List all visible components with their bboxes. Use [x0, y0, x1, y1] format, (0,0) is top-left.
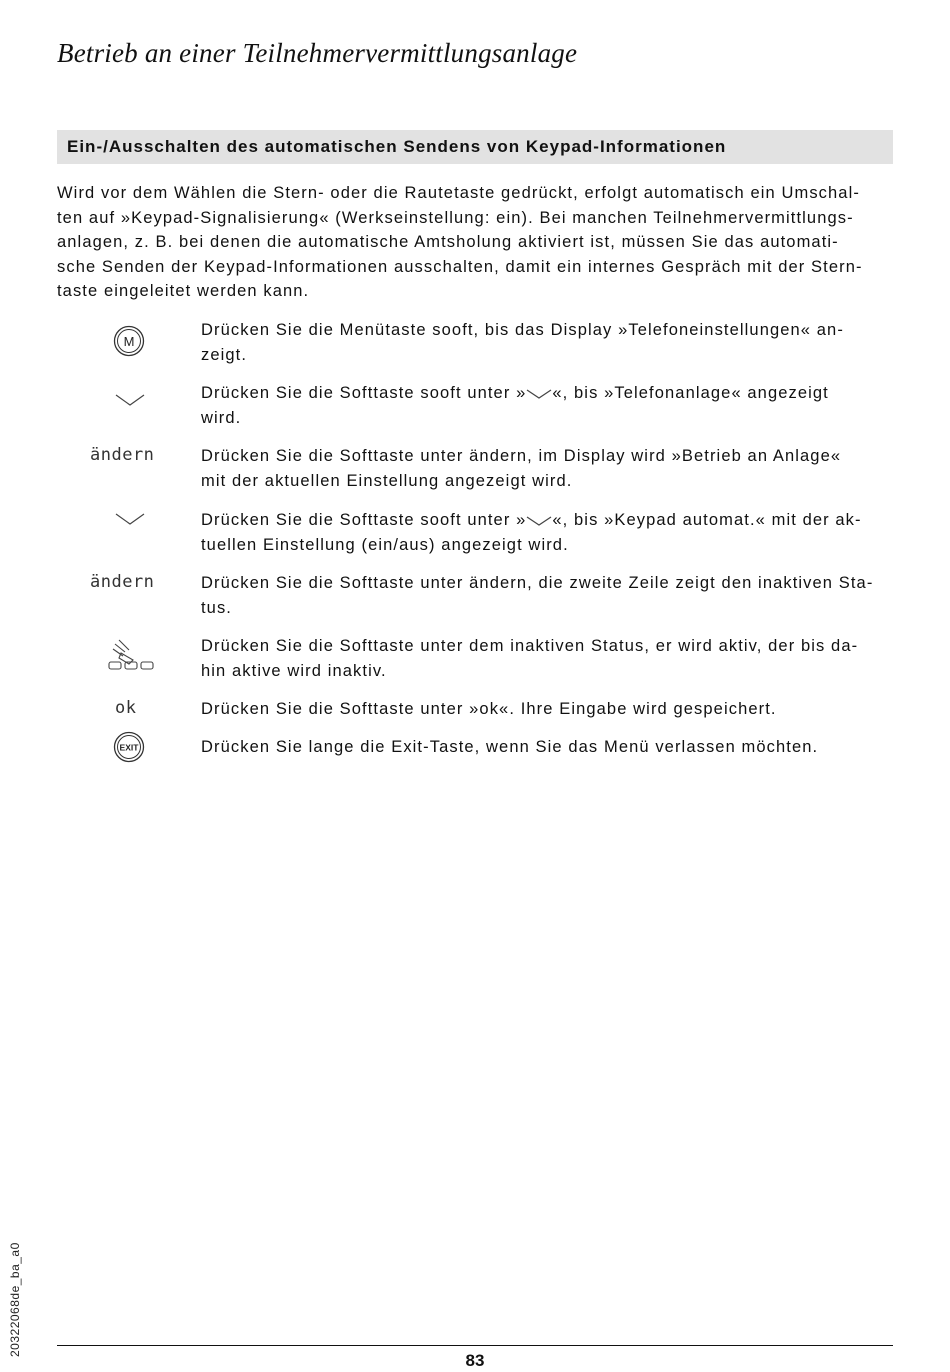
page-number: 83 [465, 1351, 485, 1370]
intro-line: Wird vor dem Wählen die Stern- oder die Rautetaste gedrückt, erfolgt automatisch ein Umschal- [57, 184, 860, 202]
step-text: Drücken Sie die Softtaste sooft unter » [201, 511, 527, 529]
intro-line: anlagen, z. B. bei denen die automatische Amtsholung aktiviert ist, müssen Sie das automati- [57, 233, 839, 251]
exit-key-icon [113, 731, 145, 763]
chevron-down-icon [526, 388, 552, 400]
step-2 [201, 381, 893, 430]
document-code: 20322068de_ba_a0 [8, 1242, 22, 1357]
step-text: zeigt. [201, 345, 248, 364]
menu-key-label: M [123, 334, 135, 349]
step-8 [201, 735, 893, 760]
softkey-andern-label: ändern [90, 572, 155, 592]
exit-key-label: EXIT [119, 742, 139, 753]
step-text: Drücken Sie die Softtaste unter ändern, die zweite Zeile zeigt den inaktiven Sta- [201, 574, 874, 592]
step-text: wird. [201, 408, 242, 427]
chevron-down-softkey-icon [115, 393, 145, 407]
chapter-title: Betrieb an einer Teilnehmervermittlungsanlage [57, 38, 578, 68]
step-7 [201, 697, 893, 722]
intro-line: taste eingeleitet werden kann. [57, 282, 310, 300]
section-title: Ein-/Ausschalten des automatischen Sendens von Keypad-Informationen [67, 137, 727, 156]
step-4 [201, 508, 893, 557]
intro-line: ten auf »Keypad-Signalisierung« (Werkseinstellung: ein). Bei manchen Teilnehmervermittlungs- [57, 208, 854, 227]
softkey-press-icon [107, 638, 155, 672]
softkey-ok-label: ok [115, 698, 137, 718]
chevron-down-softkey-icon [115, 512, 145, 526]
step-text: tuellen Einstellung (ein/aus) angezeigt wird. [201, 535, 569, 554]
section-heading-bar [57, 130, 893, 164]
step-5 [201, 571, 893, 620]
intro-paragraph [57, 181, 893, 304]
softkey-andern-label: ändern [90, 445, 155, 465]
menu-key-icon [113, 325, 145, 357]
step-text: Drücken Sie die Softtaste sooft unter » [201, 384, 527, 402]
step-text: hin aktive wird inaktiv. [201, 661, 387, 680]
step-6 [201, 634, 893, 683]
step-text: Drücken Sie lange die Exit-Taste, wenn Sie das Menü verlassen möchten. [201, 738, 819, 756]
step-text: mit der aktuellen Einstellung angezeigt wird. [201, 471, 573, 490]
step-3 [201, 444, 893, 493]
step-text: Drücken Sie die Menütaste sooft, bis das Display »Telefoneinstellungen« an- [201, 321, 844, 339]
step-text: «, bis »Telefonanlage« angezeigt [552, 384, 829, 402]
step-text: «, bis »Keypad automat.« mit der ak- [552, 511, 862, 529]
step-text: Drücken Sie die Softtaste unter ändern, im Display wird »Betrieb an Anlage« [201, 447, 842, 465]
footer-divider [57, 1345, 893, 1346]
step-text: Drücken Sie die Softtaste unter dem inaktiven Status, er wird aktiv, der bis da- [201, 637, 859, 655]
step-1 [201, 318, 893, 367]
intro-line: sche Senden der Keypad-Informationen ausschalten, damit ein internes Gespräch mit der Stern- [57, 257, 863, 276]
step-text: Drücken Sie die Softtaste unter »ok«. Ihre Eingabe wird gespeichert. [201, 700, 777, 718]
chevron-down-icon [526, 515, 552, 527]
step-text: tus. [201, 598, 232, 617]
